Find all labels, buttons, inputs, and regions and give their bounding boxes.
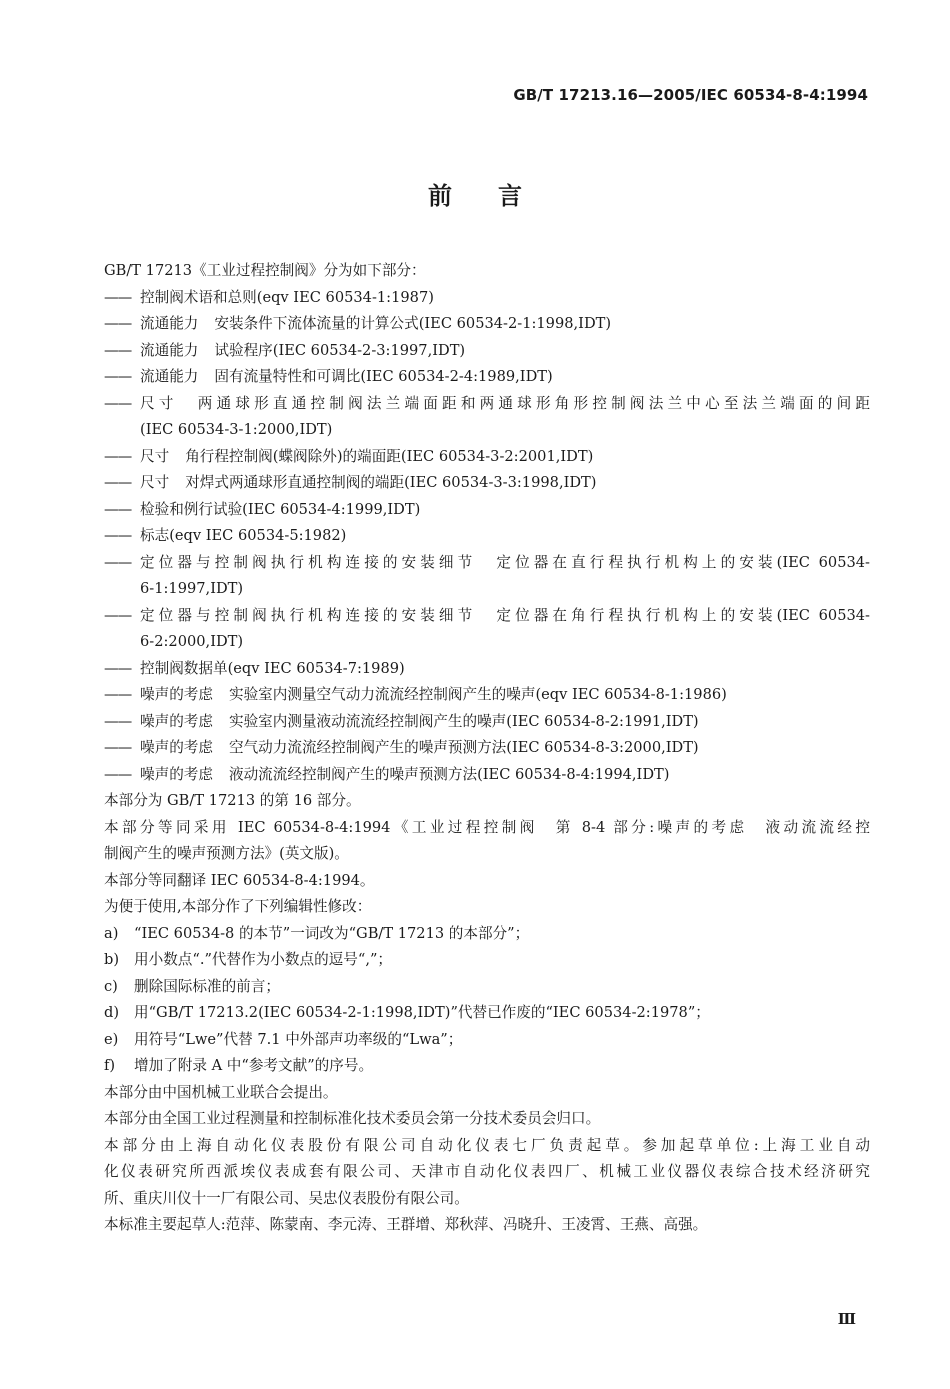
part-subject: 液动流流经控制阀产生的噪声预测方法(IEC 60534-8-4:1994,IDT) [228, 765, 670, 783]
part-item [104, 364, 870, 391]
part-dash: —— [104, 394, 132, 412]
edit-text: “IEC 60534-8 的本节”一词改为“GB/T 17213 的本部分”； [134, 924, 530, 942]
part-item [104, 656, 870, 683]
part-dash: —— [104, 686, 132, 703]
part-continuation: (IEC 60534-3-1:2000,IDT) [140, 421, 333, 438]
part-item [104, 338, 870, 365]
part-item [104, 497, 870, 524]
part-subject: 对焊式两通球形直通控制阀的端距(IEC 60534-3-3:1998,IDT) [185, 474, 597, 491]
part-line-1 [140, 603, 870, 630]
part-subject: 安装条件下流体流量的计算公式(IEC 60534-2-1:1998,IDT) [214, 315, 612, 332]
drafter-paragraph-line-1: 本部分由上海自动化仪表股份有限公司自动化仪表七厂负责起草。参加起草单位:上海工业自动 [104, 1136, 870, 1154]
part-item [104, 603, 870, 656]
part-dash: —— [104, 474, 132, 491]
translate-paragraph: 本部分等同翻译 IEC 60534-8-4:1994。 [104, 871, 375, 889]
standard-code: GB/T 17213.16—2005/IEC 60534-8-4:1994 [513, 86, 868, 104]
edit-item [104, 921, 870, 948]
edit-label: d) [104, 1004, 120, 1021]
parts-list [104, 285, 870, 789]
edit-item [104, 1000, 870, 1027]
part-dash: —— [104, 527, 132, 544]
part-dash: —— [104, 739, 132, 756]
drafter-paragraph-line-3: 所、重庆川仪十一厂有限公司、吴忠仪表股份有限公司。 [104, 1189, 469, 1207]
part-item [104, 311, 870, 338]
part-topic: 噪声的考虑 [140, 712, 213, 730]
part-item [104, 735, 870, 762]
part-topic: 控制阀数据单(eqv IEC 60534-7:1989) [140, 659, 405, 677]
part-item [104, 285, 870, 312]
part-item [104, 762, 870, 789]
part-dash: —— [104, 288, 132, 306]
proposed-paragraph: 本部分由中国机械工业联合会提出。 [104, 1083, 338, 1101]
part-topic: 检验和例行试验(IEC 60534-4:1999,IDT) [140, 500, 421, 518]
drafter-paragraph-line-2: 化仪表研究所西派埃仪表成套有限公司、天津市自动化仪表四厂、机械工业仪器仪表综合技术经济研究 [104, 1163, 870, 1180]
part-item [104, 682, 870, 709]
part-topic: 流通能力 [140, 341, 199, 359]
part-topic: 流通能力 [140, 368, 199, 385]
part-subject: 定位器在直行程执行机构上的安装(IEC 60534- [492, 553, 870, 571]
part-dash: —— [104, 659, 132, 677]
part-topic: 尺寸 [140, 394, 178, 412]
part-line-1 [140, 391, 870, 418]
authors-paragraph: 本标准主要起草人:范萍、陈蒙南、李元涛、王群增、郑秋萍、冯晓升、王凌霄、王燕、高强。 [104, 1216, 708, 1233]
part-dash: —— [104, 606, 132, 624]
page-number: Ⅲ [837, 1310, 856, 1328]
intro-line: GB/T 17213《工业过程控制阀》分为如下部分： [104, 262, 426, 279]
part-topic: 控制阀术语和总则(eqv IEC 60534-1:1987) [140, 288, 434, 306]
part-item [104, 523, 870, 550]
part-continuation: 6-1:1997,IDT) [140, 580, 244, 597]
part-topic: 定位器与控制阀执行机构连接的安装细节 [140, 606, 477, 624]
edit-label: c) [104, 977, 118, 995]
part-topic: 定位器与控制阀执行机构连接的安装细节 [140, 553, 477, 571]
edit-item [104, 1027, 870, 1054]
part-subject: 实验室内测量液动流流经控制阀产生的噪声(IEC 60534-8-2:1991,IDT) [228, 712, 699, 730]
edit-text: 删除国际标准的前言； [134, 977, 280, 995]
part-continuation: 6-2:2000,IDT) [140, 633, 244, 650]
part-dash: —— [104, 368, 132, 385]
part-line-1 [140, 550, 870, 577]
part-dash: —— [104, 712, 132, 730]
part-dash: —— [104, 341, 132, 359]
part-topic: 噪声的考虑 [140, 765, 213, 783]
part-item [104, 444, 870, 471]
edits-intro: 为便于使用,本部分作了下列编辑性修改： [104, 898, 372, 915]
edit-label: a) [104, 924, 119, 942]
part-item [104, 391, 870, 444]
part-item [104, 709, 870, 736]
part16-paragraph: 本部分为 GB/T 17213 的第 16 部分。 [104, 792, 361, 809]
part-item [104, 470, 870, 497]
edit-text: 用小数点“.”代替作为小数点的逗号“,”； [134, 951, 393, 968]
edit-item [104, 1053, 870, 1080]
part-subject: 固有流量特性和可调比(IEC 60534-2-4:1989,IDT) [214, 368, 553, 385]
edit-text: 增加了附录 A 中“参考文献”的序号。 [134, 1057, 374, 1074]
edit-label: e) [104, 1030, 119, 1048]
adopt-paragraph-line-1: 本部分等同采用 IEC 60534-8-4:1994《工业过程控制阀 第 8-4 部分:噪声的考虑 液动流流经控 [104, 818, 870, 836]
part-subject: 定位器在角行程执行机构上的安装(IEC 60534- [492, 606, 870, 624]
edit-text: 用符号“Lwe”代替 7.1 中外部声功率级的“Lwa”； [134, 1030, 463, 1048]
part-dash: —— [104, 315, 132, 332]
part-dash: —— [104, 500, 132, 518]
part-item [104, 550, 870, 603]
edit-text: 用“GB/T 17213.2(IEC 60534-2-1:1998,IDT)”代替已作废的“IEC 60534-2:1978”； [134, 1004, 710, 1021]
part-topic: 尺寸 [140, 447, 170, 465]
part-topic: 噪声的考虑 [140, 686, 213, 703]
edit-label: b) [104, 951, 120, 968]
part-subject: 空气动力流流经控制阀产生的噪声预测方法(IEC 60534-8-3:2000,IDT) [228, 739, 699, 756]
part-subject: 两通球形直通控制阀法兰端面距和两通球形角形控制阀法兰中心至法兰端面的间距 [193, 394, 870, 412]
part-dash: —— [104, 553, 132, 571]
edit-item [104, 974, 870, 1001]
part-topic: 流通能力 [140, 315, 199, 332]
centralized-paragraph: 本部分由全国工业过程测量和控制标准化技术委员会第一分技术委员会归口。 [104, 1110, 601, 1127]
adopt-paragraph-line-2: 制阀产生的噪声预测方法》(英文版)。 [104, 845, 349, 862]
edit-label: f) [104, 1057, 116, 1074]
edits-list [104, 921, 870, 1080]
part-subject: 试验程序(IEC 60534-2-3:1997,IDT) [214, 341, 466, 359]
part-topic: 尺寸 [140, 474, 170, 491]
part-subject: 角行程控制阀(蝶阀除外)的端面距(IEC 60534-3-2:2001,IDT) [185, 447, 594, 465]
part-dash: —— [104, 447, 132, 465]
part-subject: 实验室内测量空气动力流流经控制阀产生的噪声(eqv IEC 60534-8-1:1986) [228, 686, 727, 703]
edit-item [104, 947, 870, 974]
part-topic: 标志(eqv IEC 60534-5:1982) [140, 527, 347, 544]
part-dash: —— [104, 765, 132, 783]
page-title: 前言 [428, 182, 568, 210]
part-topic: 噪声的考虑 [140, 739, 213, 756]
foreword-body [104, 258, 870, 1239]
